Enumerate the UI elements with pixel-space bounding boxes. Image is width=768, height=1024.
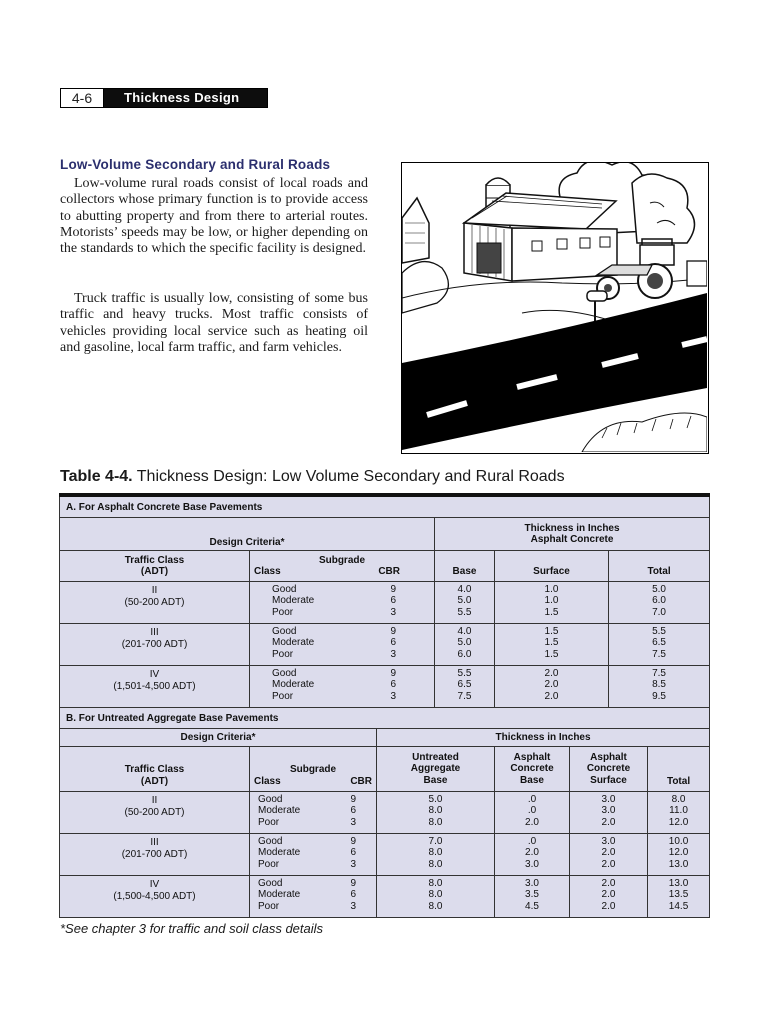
section-b-header-row-1 (60, 729, 710, 747)
adt-range: (1,501-4,500 ADT) (113, 680, 196, 692)
cell-line: .0 (527, 794, 537, 805)
table-cell (60, 834, 250, 876)
table-row (60, 666, 710, 708)
cell-line: 8.0 (428, 900, 443, 912)
table-cell (570, 747, 648, 792)
cell-line: 9 (350, 836, 356, 847)
thickness-header: Thickness in Inches (377, 729, 710, 747)
cell-line: 9.5 (652, 690, 666, 702)
cell-line: 6 (350, 805, 356, 817)
subgrade-header: Subgrade (318, 554, 366, 566)
cell-lines (499, 794, 565, 828)
table-cell (377, 747, 495, 792)
cell-lines (390, 584, 396, 618)
class-header: Class (254, 775, 281, 787)
traffic-class-header: Traffic Class (124, 554, 185, 566)
cell-line: Concrete (510, 763, 554, 775)
cell-line: 13.0 (668, 858, 689, 870)
cell-line: 6.5 (652, 637, 666, 649)
cell-line: 1.5 (544, 606, 559, 618)
table-cell (250, 624, 435, 666)
cell-line: 4.0 (457, 584, 472, 595)
cell-line: 2.0 (601, 878, 616, 889)
asphalt-concrete-header: Asphalt Concrete (530, 534, 614, 545)
cell-line: 2.0 (544, 690, 559, 702)
table-row (60, 624, 710, 666)
cell-lines (390, 626, 396, 660)
table-cell (60, 551, 250, 582)
paragraph-2: Truck traffic is usually low, consisting of some bus traffic and heavy trucks. Most traffic consists of vehicles providing local service such as heating oil and gasoline, local farm traffic, and farm vehicles. (60, 291, 368, 355)
table-cell (377, 876, 495, 918)
cell-line: 5.0 (457, 637, 472, 649)
subgrade-values (272, 626, 396, 660)
cell-line: 2.0 (601, 858, 616, 870)
cell-line: .0 (527, 805, 537, 817)
cell-lines (499, 752, 565, 786)
cell-line: Moderate (258, 847, 301, 859)
cell-line: Poor (272, 648, 294, 660)
cell-lines (574, 752, 643, 786)
section-heading: Low-Volume Secondary and Rural Roads (60, 157, 331, 172)
cell-line: 3 (390, 648, 396, 660)
cell-lines (574, 794, 643, 828)
design-criteria-label: Design Criteria* (180, 732, 256, 743)
cbr-header: CBR (350, 775, 372, 787)
table-caption: Thickness Design: Low Volume Secondary and Rural Roads (132, 468, 565, 485)
cell-lines (439, 668, 490, 702)
cell-lines (350, 878, 356, 912)
cell-line: Good (272, 626, 297, 637)
table-cell (435, 666, 495, 708)
section-title: Thickness Design (104, 89, 267, 107)
cell-lines (350, 794, 356, 828)
cell-lines (499, 668, 604, 702)
cell-lines (613, 668, 705, 702)
cell-line: 11.0 (669, 805, 688, 817)
table-cell (570, 792, 648, 834)
cell-line: 8.0 (428, 805, 443, 817)
table-cell (250, 582, 435, 624)
traffic-class-header: Traffic Class (124, 764, 185, 775)
table-cell (60, 666, 250, 708)
cell-line: 2.0 (544, 668, 559, 679)
cell-line: 13.0 (668, 878, 689, 889)
cell-line: 3 (350, 858, 356, 870)
cell-line: 3 (390, 606, 396, 618)
cbr-header: CBR (378, 566, 400, 577)
table-cell (250, 876, 377, 918)
table-cell (60, 876, 250, 918)
table-cell (377, 792, 495, 834)
table-cell (60, 518, 435, 551)
paragraph-1: Low-volume rural roads consist of local roads and collectors whose primary function is to provide access to abutting property and from there to arterial routes. Motorists’ speeds may be low, or higher depending on the standards to which the specific facility is designed. (60, 176, 368, 257)
table-cell (495, 876, 570, 918)
rural-road-illustration (401, 162, 709, 454)
table-cell (570, 834, 648, 876)
cell-line: 8.0 (428, 847, 443, 859)
adt-range: (201-700 ADT) (121, 638, 188, 650)
cell-line: 3.0 (525, 858, 539, 870)
cell-lines (272, 626, 314, 660)
surface-header: Surface (495, 551, 609, 582)
cell-line: Base (520, 774, 544, 786)
cell-line: 6 (350, 889, 356, 901)
cell-line: Aggregate (410, 763, 461, 775)
section-b-title: B. For Untreated Aggregate Base Pavements (60, 708, 710, 729)
cell-lines (574, 836, 643, 870)
cell-line: Poor (272, 606, 294, 618)
subgrade-values (258, 794, 356, 828)
table-cell (250, 834, 377, 876)
cell-line: Moderate (258, 805, 301, 817)
table-cell (495, 624, 609, 666)
cell-line: 5.0 (428, 794, 443, 805)
section-number: 4-6 (61, 89, 104, 107)
cell-line: 2.0 (601, 847, 616, 859)
cell-line: 6 (390, 595, 396, 607)
cell-line: 3.0 (601, 794, 616, 805)
table-number: Table 4-4. (60, 468, 133, 485)
cell-line: Asphalt (590, 751, 627, 763)
subgrade-values (272, 584, 396, 618)
cell-line: Moderate (258, 889, 301, 901)
cell-line: 4.0 (457, 626, 472, 637)
traffic-class: IV (149, 879, 160, 890)
cell-lines (574, 878, 643, 912)
cell-line: 4.5 (525, 900, 539, 912)
table-cell (435, 518, 710, 551)
cell-line: 3.0 (525, 878, 539, 889)
cell-line: Poor (258, 858, 280, 870)
table-cell (60, 582, 250, 624)
cell-lines (499, 878, 565, 912)
table-cell (648, 834, 710, 876)
adt-range: (50-200 ADT) (124, 596, 185, 608)
table-cell (250, 666, 435, 708)
cell-line: 9 (390, 584, 396, 595)
cell-line: Good (258, 794, 283, 805)
table-cell (377, 834, 495, 876)
table-cell (250, 551, 435, 582)
cell-lines (652, 878, 705, 912)
cell-line: Poor (258, 816, 280, 828)
cell-line: 2.0 (601, 816, 616, 828)
cell-line: 9 (350, 794, 356, 805)
cell-line: 6.0 (457, 648, 472, 660)
design-criteria-label: Design Criteria* (209, 537, 285, 548)
cell-line: 9 (350, 878, 356, 889)
section-b-header-row-2 (60, 747, 710, 792)
cell-line: 7.0 (428, 836, 443, 847)
table-cell (495, 666, 609, 708)
table-cell (250, 792, 377, 834)
cell-line: Untreated (412, 751, 459, 763)
cell-line: 3.0 (601, 805, 616, 817)
cell-lines (499, 836, 565, 870)
cell-lines (381, 752, 490, 786)
table-row (60, 792, 710, 834)
table-cell (435, 582, 495, 624)
cell-line: 8.0 (428, 816, 443, 828)
traffic-class: III (150, 837, 159, 848)
cell-line: 14.5 (668, 900, 689, 912)
cell-lines (272, 668, 314, 702)
table-cell (495, 582, 609, 624)
cell-line: 6 (350, 847, 356, 859)
table-cell (648, 792, 710, 834)
cell-lines (381, 836, 490, 870)
cell-lines (652, 836, 705, 870)
cell-line: 6.0 (652, 595, 666, 607)
cell-line: 3.0 (601, 836, 616, 847)
adt-range: (201-700 ADT) (121, 848, 188, 860)
cell-lines (439, 584, 490, 618)
cell-line: 12.0 (668, 816, 689, 828)
section-header (60, 88, 268, 108)
total-header: Total (648, 747, 710, 792)
cell-line: Moderate (272, 595, 315, 607)
cell-line: Asphalt (513, 751, 551, 763)
table-cell (609, 624, 710, 666)
cell-line: Good (272, 584, 297, 595)
cell-line: 5.5 (457, 606, 472, 618)
cell-line: 6 (390, 679, 396, 691)
cell-line: 7.0 (652, 606, 666, 618)
table-cell (495, 834, 570, 876)
cell-line: 9 (390, 668, 396, 679)
traffic-class: II (151, 585, 158, 596)
table-row (60, 834, 710, 876)
cell-lines (258, 794, 300, 828)
adt-range: (1,500-4,500 ADT) (113, 890, 196, 902)
cell-line: 1.5 (544, 626, 559, 637)
cell-line: Good (258, 836, 283, 847)
table-cell (609, 582, 710, 624)
cell-line: Good (272, 668, 297, 679)
thickness-design-table (59, 493, 710, 918)
cell-line: 3 (350, 816, 356, 828)
section-b-title-row (60, 708, 710, 729)
traffic-class: III (150, 627, 159, 638)
cell-line: 5.0 (457, 595, 472, 607)
farm-scene-drawing (402, 163, 707, 452)
traffic-class: II (151, 795, 158, 806)
table-title (60, 468, 565, 486)
table-footnote: *See chapter 3 for traffic and soil class details (60, 921, 324, 936)
table-cell (60, 729, 377, 747)
cell-line: 1.5 (544, 637, 559, 649)
table-cell (60, 624, 250, 666)
cell-line: Base (423, 774, 448, 786)
subgrade-values (258, 878, 356, 912)
table-cell (570, 876, 648, 918)
total-header: Total (609, 551, 710, 582)
cell-lines (272, 584, 314, 618)
thickness-header: Thickness in Inches (524, 522, 620, 534)
cell-line: 2.0 (525, 816, 539, 828)
subgrade-values (258, 836, 356, 870)
cell-line: 3 (350, 900, 356, 912)
cell-line: Poor (272, 690, 294, 702)
cell-line: 5.5 (652, 626, 666, 637)
cell-line: 7.5 (652, 668, 666, 679)
cell-line: 13.5 (668, 889, 689, 901)
cell-line: 5.5 (457, 668, 472, 679)
cell-lines (439, 626, 490, 660)
cell-line: 10.0 (668, 836, 689, 847)
cell-line: Poor (258, 900, 280, 912)
cell-lines (390, 668, 396, 702)
cell-lines (258, 836, 300, 870)
cell-lines (613, 626, 705, 660)
cell-line: 7.5 (652, 648, 666, 660)
cell-lines (258, 878, 300, 912)
cell-line: 8.0 (428, 889, 443, 901)
cell-line: 2.0 (544, 679, 559, 691)
cell-line: 8.0 (428, 878, 443, 889)
cell-lines (350, 836, 356, 870)
cell-line: 2.0 (601, 900, 616, 912)
cell-line: Good (258, 878, 283, 889)
class-cbr-header (254, 776, 372, 788)
cell-lines (499, 584, 604, 618)
table-cell (60, 792, 250, 834)
class-cbr-header (254, 566, 430, 578)
table-cell (495, 747, 570, 792)
section-a-title: A. For Asphalt Concrete Base Pavements (60, 495, 710, 518)
traffic-class: IV (149, 669, 160, 680)
section-a-header-row-2 (60, 551, 710, 582)
cell-line: 1.0 (544, 595, 559, 607)
cell-line: Moderate (272, 679, 315, 691)
cell-lines (613, 584, 705, 618)
table-cell (60, 747, 250, 792)
cell-line: 6.5 (457, 679, 472, 691)
table-cell (648, 876, 710, 918)
cell-line: 7.5 (457, 690, 472, 702)
cell-line: 3.5 (525, 889, 539, 901)
table-row (60, 582, 710, 624)
table-cell (250, 747, 377, 792)
cell-lines (381, 878, 490, 912)
cell-line: Moderate (272, 637, 315, 649)
subgrade-header: Subgrade (289, 764, 337, 775)
cell-line: 5.0 (652, 584, 666, 595)
cell-line: 9 (390, 626, 396, 637)
cell-line: 8.5 (652, 679, 666, 691)
cell-line: 2.0 (601, 889, 616, 901)
cell-line: 12.0 (668, 847, 689, 859)
cell-line: .0 (527, 836, 537, 847)
section-a-header-row-1 (60, 518, 710, 551)
cell-line: Surface (590, 774, 627, 786)
adt-header: (ADT) (140, 775, 169, 787)
cell-line: 2.0 (525, 847, 539, 859)
cell-line: 1.0 (544, 584, 559, 595)
table-row (60, 876, 710, 918)
cell-line: 6 (390, 637, 396, 649)
cell-line: 3 (390, 690, 396, 702)
table-cell (609, 666, 710, 708)
cell-lines (652, 794, 705, 828)
section-a-title-row (60, 495, 710, 518)
cell-lines (381, 794, 490, 828)
table-cell (435, 624, 495, 666)
table-cell (495, 792, 570, 834)
cell-lines (499, 626, 604, 660)
cell-line: 8.0 (671, 794, 686, 805)
adt-header: (ADT) (140, 566, 169, 577)
cell-line: 8.0 (428, 858, 443, 870)
cell-line: Concrete (586, 763, 631, 775)
subgrade-values (272, 668, 396, 702)
cell-line: 1.5 (544, 648, 559, 660)
class-header: Class (254, 566, 281, 577)
base-header: Base (435, 551, 495, 582)
adt-range: (50-200 ADT) (124, 806, 185, 818)
